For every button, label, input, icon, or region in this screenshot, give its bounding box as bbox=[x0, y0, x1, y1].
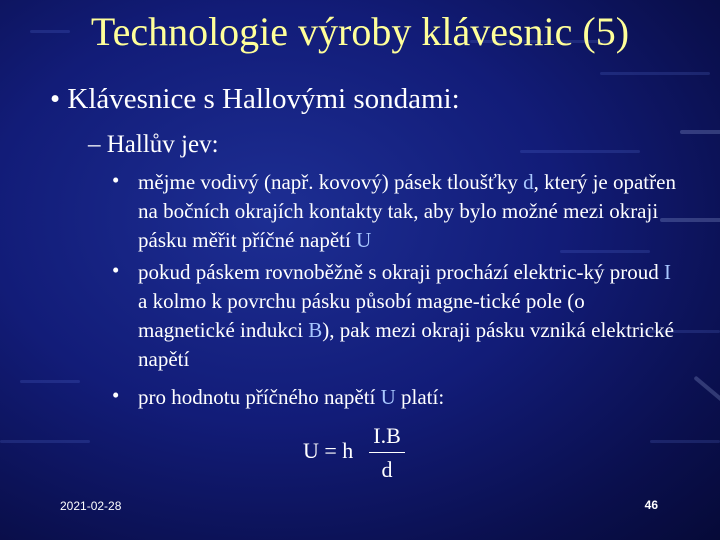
bullet-2-marker: • bbox=[112, 258, 120, 282]
footer-date: 2021-02-28 bbox=[60, 499, 122, 513]
symbol-u: U bbox=[356, 228, 372, 252]
symbol-b: B bbox=[308, 318, 323, 342]
bullet-3-text: pro hodnotu příčného napětí U platí: bbox=[138, 385, 445, 409]
level2-dash: – bbox=[88, 131, 101, 158]
page-number: 46 bbox=[644, 498, 658, 512]
level2-item bbox=[88, 131, 219, 159]
level1-item bbox=[50, 84, 460, 116]
formula-lhs: U = h bbox=[303, 438, 354, 463]
slide-title: Technologie výroby klávesnic (5) bbox=[90, 9, 630, 54]
bullet-1-marker: • bbox=[112, 168, 120, 192]
hall-voltage-formula bbox=[303, 423, 413, 487]
symbol-d: d bbox=[523, 170, 534, 194]
formula-numerator: I.B bbox=[373, 423, 401, 448]
bullet-3-marker: • bbox=[112, 383, 120, 407]
symbol-u: U bbox=[380, 385, 396, 409]
level1-text: Klávesnice s Hallovými sondami: bbox=[67, 83, 460, 115]
formula-denominator: d bbox=[381, 457, 393, 482]
formula-fraction bbox=[369, 423, 405, 483]
level1-bullet: • bbox=[50, 83, 61, 115]
symbol-i: I bbox=[664, 260, 671, 284]
bullet-1-text: mějme vodivý (např. kovový) pásek tloušťky d, který je opatřen na bočních okrajích kontakty tak, aby bylo možné mezi okraji pásku měřit příčné napětí U bbox=[138, 170, 676, 252]
fraction-bar bbox=[369, 452, 405, 453]
bullet-2-text: pokud páskem rovnoběžně s okraji prochází elektric-ký proud I a kolmo k povrchu pásku působí magne-tické pole (o magnetické indukci B), pak mezi okraji pásku vzniká elektrické napětí bbox=[138, 260, 674, 371]
level2-text: Hallův jev: bbox=[106, 131, 219, 158]
